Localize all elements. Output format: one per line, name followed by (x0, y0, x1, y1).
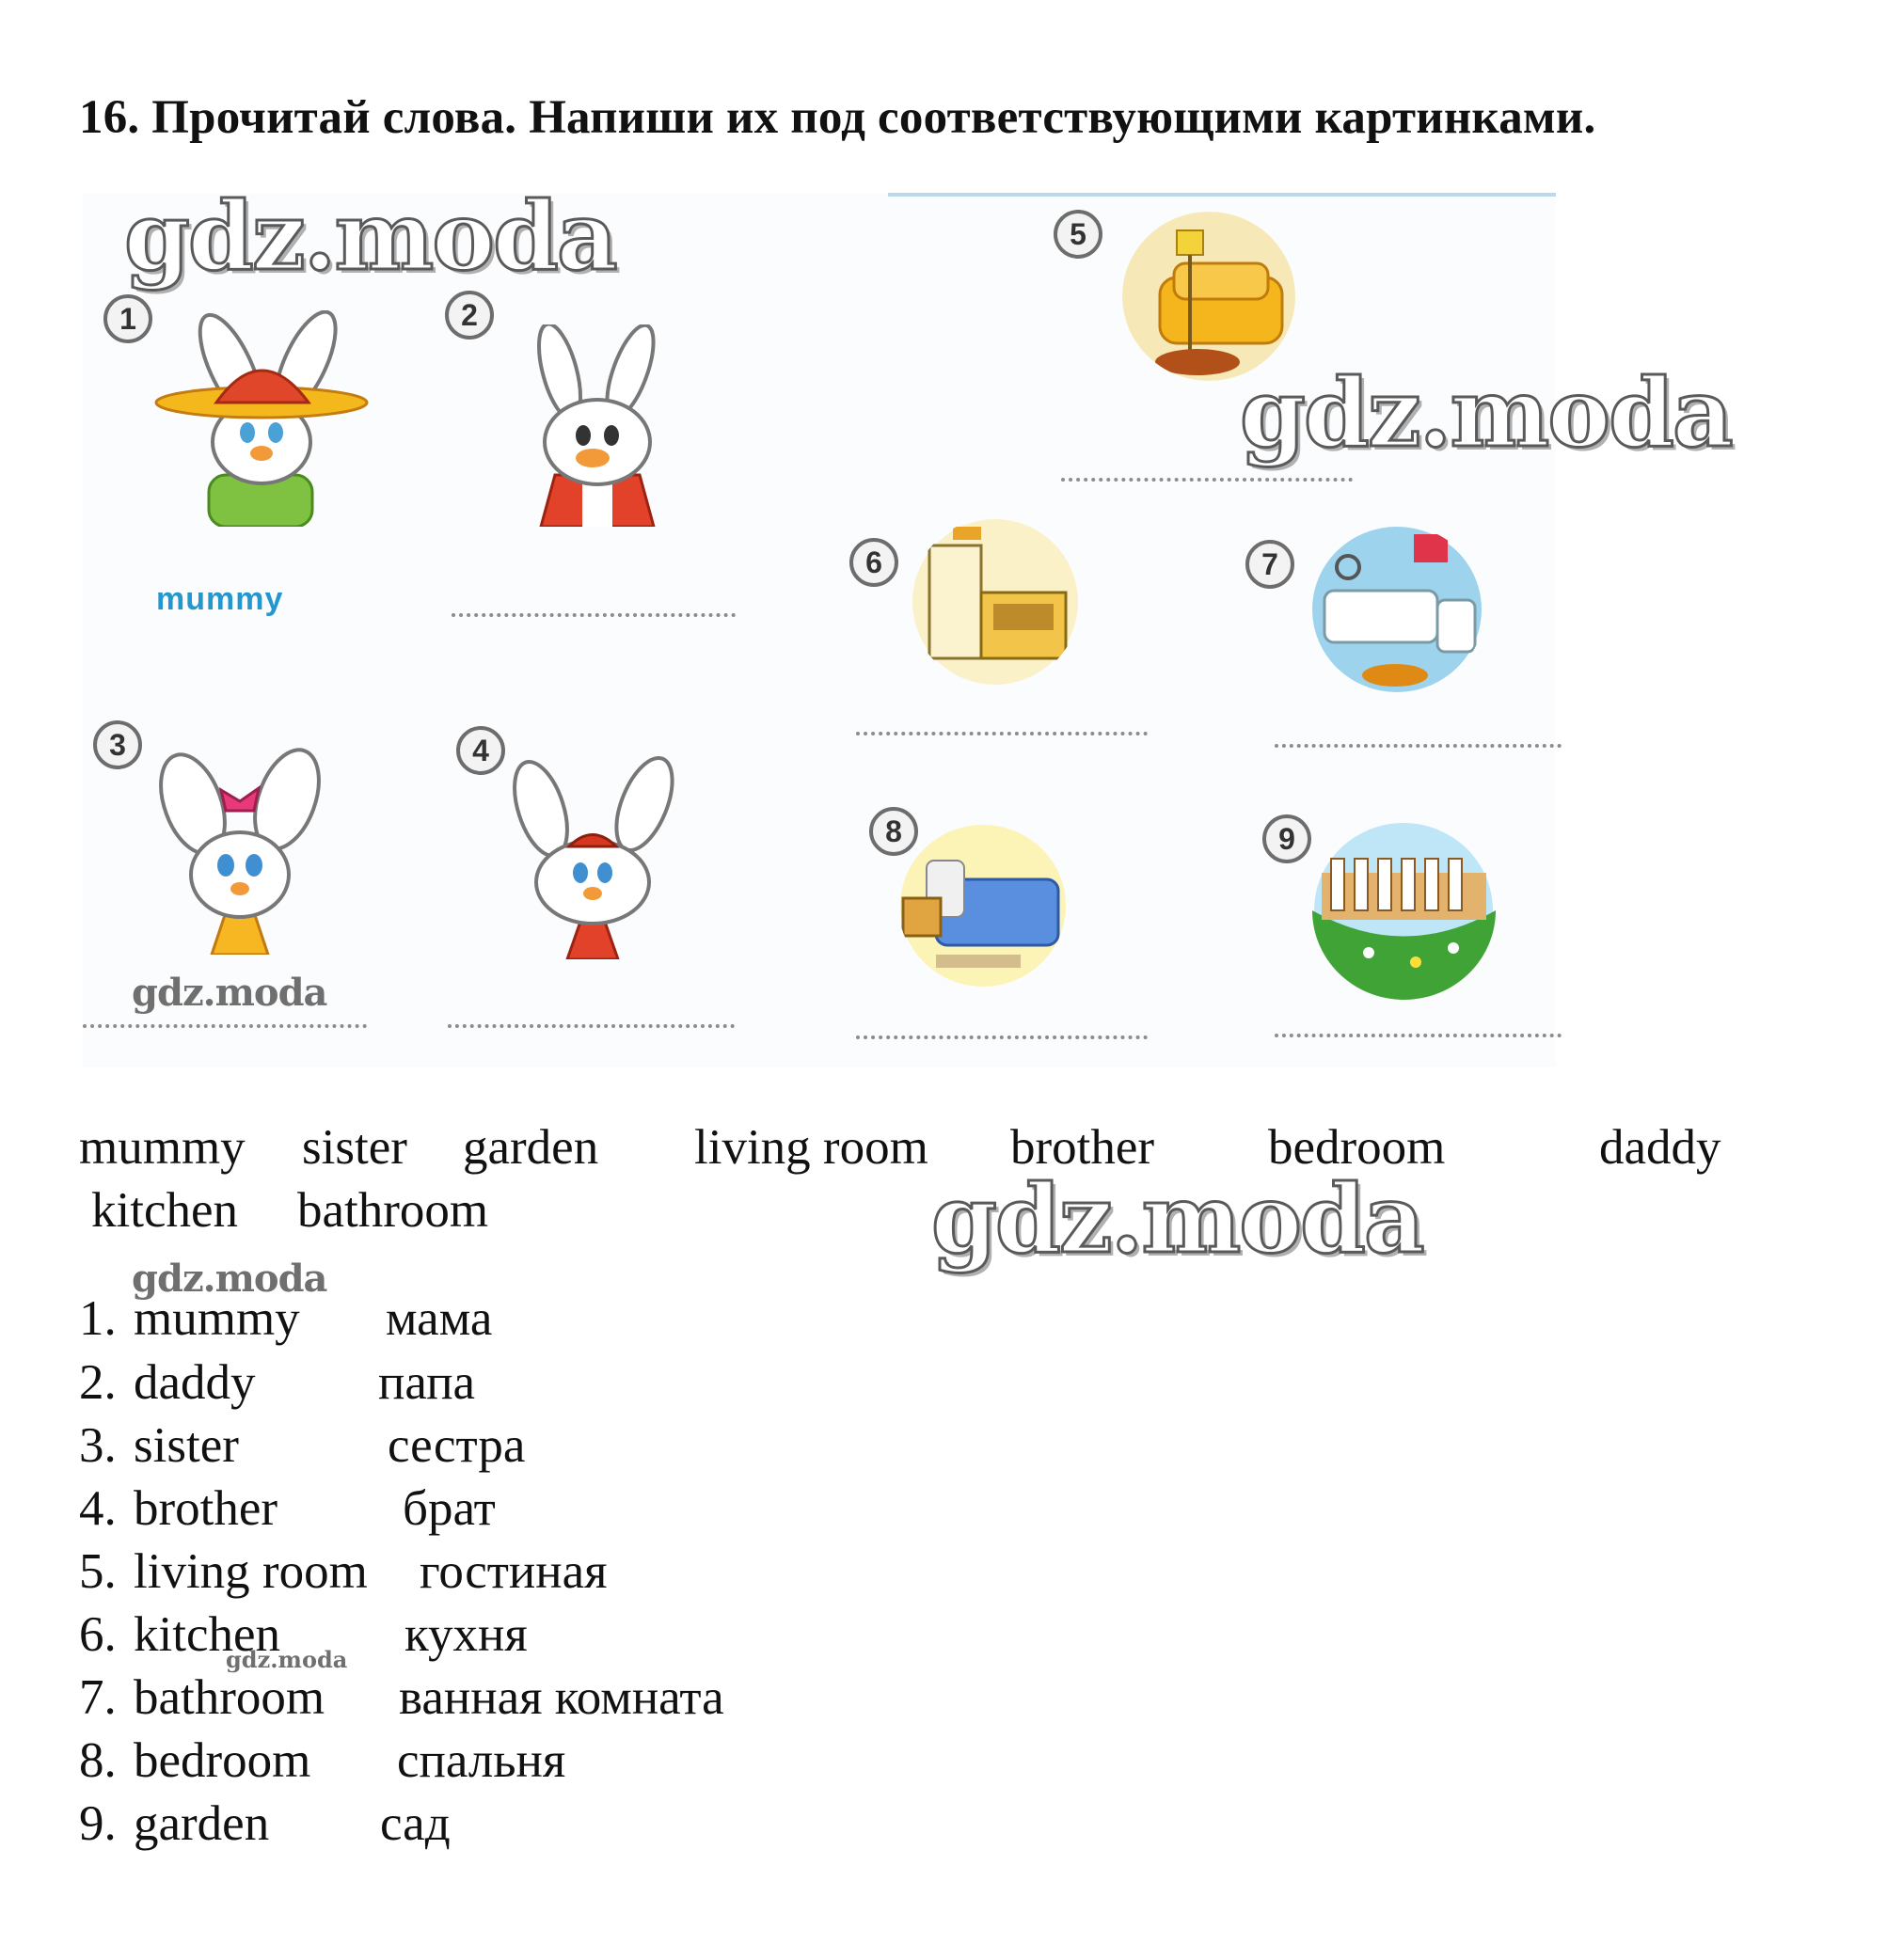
answer-number: 4. (79, 1481, 117, 1536)
answer-line-8 (856, 1035, 1148, 1039)
answer-english: kitchen (134, 1607, 280, 1662)
answer-line-7 (1275, 744, 1562, 748)
answer-russian: ванная комната (399, 1670, 724, 1725)
word-bank-word: living room (694, 1120, 928, 1175)
answer-line-2 (452, 613, 736, 617)
panel-strip (888, 193, 1556, 197)
living-room-icon (1122, 212, 1296, 381)
picture-number-4: 4 (456, 726, 505, 775)
answer-number: 9. (79, 1796, 117, 1851)
watermark: gdz.moda (132, 971, 327, 1015)
answer-english: garden (134, 1796, 270, 1851)
kitchen-icon (911, 517, 1080, 687)
answer-russian: мама (386, 1291, 493, 1346)
bunny-mummy-icon (151, 310, 376, 527)
bunny-sister-icon (132, 743, 348, 955)
picture-number-3: 3 (93, 720, 142, 769)
answer-russian: гостиная (420, 1544, 608, 1599)
answer-number: 6. (79, 1607, 117, 1662)
answer-line-4 (448, 1024, 735, 1028)
answer-english: daddy (134, 1355, 256, 1410)
word-bank-word: daddy (1599, 1120, 1721, 1175)
picture-number-7: 7 (1245, 540, 1294, 589)
answer-english: mummy (134, 1291, 300, 1346)
watermark: gdz.moda (132, 1257, 327, 1301)
answer-english: bathroom (134, 1670, 325, 1725)
answer-russian: сад (380, 1796, 451, 1851)
word-bank-word: kitchen (91, 1183, 238, 1238)
watermark: gdz.moda (1240, 357, 1732, 468)
answer-english: living room (134, 1544, 368, 1599)
picture-number-6: 6 (849, 538, 898, 587)
word-bank-word: bedroom (1268, 1120, 1446, 1175)
bedroom-icon (898, 823, 1068, 988)
answer-number: 8. (79, 1733, 117, 1788)
answer-line-9 (1275, 1034, 1562, 1037)
answer-russian: сестра (388, 1418, 526, 1473)
word-bank-word: sister (302, 1120, 407, 1175)
watermark: gdz.moda (931, 1163, 1423, 1274)
answer-line-5 (1061, 478, 1353, 482)
answer-russian: спальня (397, 1733, 566, 1788)
bathroom-icon (1310, 525, 1484, 694)
word-bank-word: mummy (79, 1120, 246, 1175)
answer-russian: кухня (404, 1607, 528, 1662)
watermark: gdz.moda (226, 1646, 348, 1673)
answer-english: sister (134, 1418, 239, 1473)
word-bank-word: bathroom (297, 1183, 489, 1238)
answer-number: 2. (79, 1355, 117, 1410)
sample-label: mummy (156, 581, 284, 617)
word-bank-word: brother (1010, 1120, 1155, 1175)
answer-number: 3. (79, 1418, 117, 1473)
answer-line-6 (856, 732, 1148, 735)
garden-icon (1312, 821, 1496, 1000)
watermark: gdz.moda (124, 181, 616, 292)
bunny-brother-icon (494, 752, 691, 959)
picture-number-5: 5 (1054, 210, 1102, 259)
picture-number-8: 8 (869, 807, 918, 856)
answer-russian: папа (378, 1355, 476, 1410)
picture-number-1: 1 (103, 294, 152, 343)
answer-number: 1. (79, 1291, 117, 1346)
answer-number: 5. (79, 1544, 117, 1599)
answer-line-3 (83, 1024, 367, 1028)
word-bank-word: garden (463, 1120, 599, 1175)
picture-number-9: 9 (1262, 814, 1311, 863)
answer-english: brother (134, 1481, 278, 1536)
bunny-daddy-icon (503, 324, 691, 527)
answer-english: bedroom (134, 1733, 311, 1788)
picture-number-2: 2 (445, 291, 494, 340)
exercise-title: 16. Прочитай слова. Напиши их под соответствующими картинками. (79, 91, 1596, 144)
answer-number: 7. (79, 1670, 117, 1725)
answer-russian: брат (403, 1481, 496, 1536)
